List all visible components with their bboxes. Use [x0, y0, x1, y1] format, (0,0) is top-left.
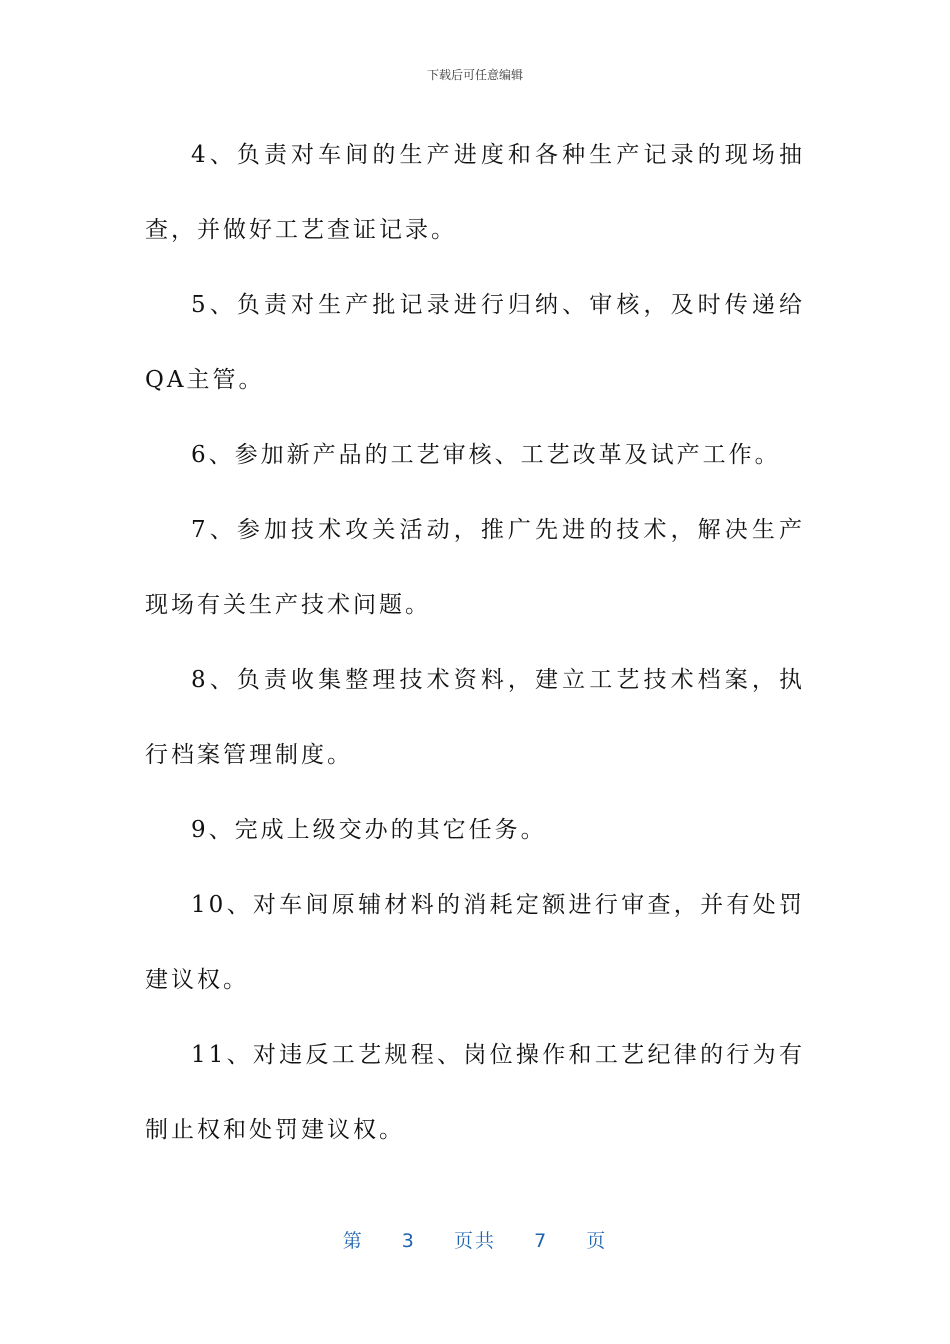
paragraph-item-7: 7、参加技术攻关活动，推广先进的技术，解决生产现场有关生产技术问题。	[145, 517, 805, 618]
footer-current-page: 3	[401, 1230, 416, 1252]
page-number-footer	[0, 1226, 950, 1253]
paragraph-item-9: 9、完成上级交办的其它任务。	[191, 817, 547, 843]
footer-middle: 页共	[453, 1230, 496, 1252]
paragraph-item-4: 4、负责对车间的生产进度和各种生产记录的现场抽查，并做好工艺查证记录。	[145, 142, 805, 243]
paragraph-item-8: 8、负责收集整理技术资料，建立工艺技术档案，执行档案管理制度。	[145, 667, 805, 768]
footer-prefix: 第	[342, 1230, 364, 1252]
paragraph-item-5: 5、负责对生产批记录进行归纳、审核，及时传递给QA主管。	[145, 292, 805, 393]
header-note: 下载后可任意编辑	[426, 68, 523, 82]
footer-suffix: 页	[586, 1230, 608, 1252]
paragraph-item-11: 11、对违反工艺规程、岗位操作和工艺纪律的行为有制止权和处罚建议权。	[145, 1042, 805, 1143]
document-body	[145, 118, 805, 1168]
footer-total-pages: 7	[534, 1230, 549, 1252]
paragraph-item-10: 10、对车间原辅材料的消耗定额进行审查，并有处罚建议权。	[145, 892, 805, 993]
paragraph-item-6: 6、参加新产品的工艺审核、工艺改革及试产工作。	[191, 442, 781, 468]
